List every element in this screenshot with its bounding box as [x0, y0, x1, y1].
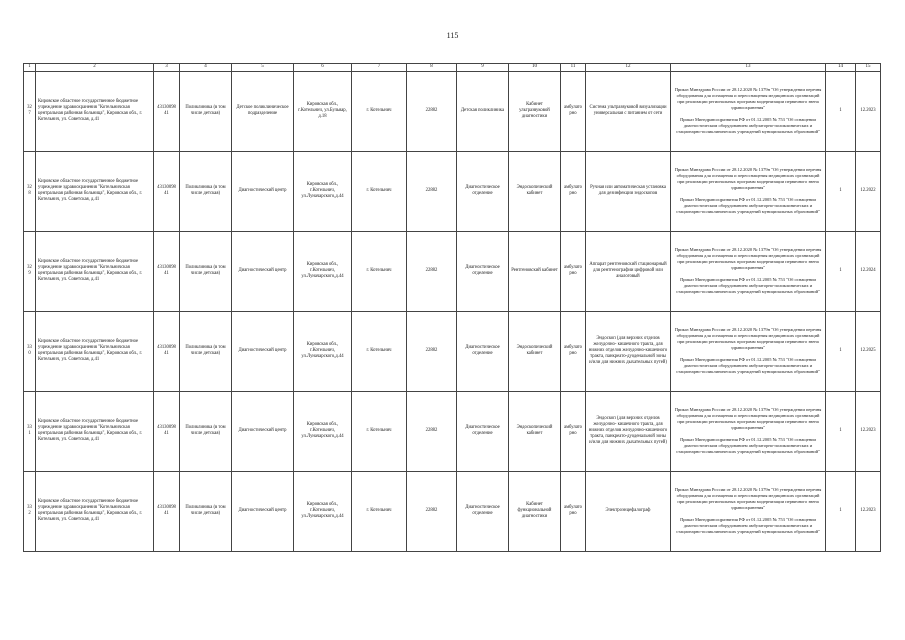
- conditions-cell: амбулаторно: [561, 151, 586, 231]
- column-number-8: 8: [407, 64, 457, 72]
- subdivision-cell: Диагностический центр: [232, 391, 294, 471]
- column-number-14: 14: [826, 64, 856, 72]
- row-number: 328: [24, 151, 36, 231]
- table-row: [24, 311, 881, 391]
- organization-cell: Кировское областное государственное бюджетное учреждение здравоохранения "Котельничская центральная районная больница", Кировская обл., г. Котельнич, ул. Советская, д.41: [36, 391, 154, 471]
- organization-cell: Кировское областное государственное бюджетное учреждение здравоохранения "Котельничская центральная районная больница", Кировская обл., г. Котельнич, ул. Советская, д.41: [36, 311, 154, 391]
- subdivision-type-cell: Поликлиника (в том числе детская): [180, 151, 232, 231]
- column-number-11: 11: [561, 64, 586, 72]
- subdivision-type-cell: Поликлиника (в том числе детская): [180, 231, 232, 311]
- address-cell: Кировская обл., г.Котельнич, ул.Луначарского,д.44: [294, 311, 352, 391]
- organization-cell: Кировское областное государственное бюджетное учреждение здравоохранения "Котельничская центральная районная больница", Кировская обл., г. Котельнич, ул. Советская, д.41: [36, 71, 154, 151]
- code-cell: 22882: [407, 391, 457, 471]
- code-cell: 22882: [407, 71, 457, 151]
- column-number-12: 12: [586, 64, 671, 72]
- quantity-cell: 1: [826, 71, 856, 151]
- inn-cell: 4313009841: [154, 311, 180, 391]
- header-row: [24, 64, 881, 72]
- address-cell: Кировская обл., г.Котельнич, ул.Луначарского,д.44: [294, 391, 352, 471]
- column-number-6: 6: [294, 64, 352, 72]
- conditions-cell: амбулаторно: [561, 471, 586, 551]
- date-cell: 12.2023: [856, 71, 881, 151]
- equipment-cell: Эндоскоп (для верхних отделов желудочно- кишечного тракта, для нижних отделов желудочно-кишечного тракта, панкреато-дуоденальной зоны и/или для нижних дыхательных путей): [586, 311, 671, 391]
- column-number-1: 1: [24, 64, 36, 72]
- subdivision-type-cell: Поликлиника (в том числе детская): [180, 471, 232, 551]
- quantity-cell: 1: [826, 311, 856, 391]
- row-number: 331: [24, 391, 36, 471]
- column-number-9: 9: [457, 64, 509, 72]
- column-number-10: 10: [509, 64, 561, 72]
- table-row: [24, 471, 881, 551]
- order-cell: Приказ Минздрава России от 28.12.2020 № 1379н "Об утверждении перечня оборудования для оснащения и переоснащения медицинских организаций при реализации региональных программ модернизации первичного звена здравоохранения" Приказ Минздравсоцразвития РФ от 01.12.2005 № 753 "Об оснащении диагностическим оборудованием амбулаторно-поликлинических и стационарно-поликлинических учреждений муниципальных образований": [671, 471, 826, 551]
- subdivision-cell: Диагностический центр: [232, 231, 294, 311]
- code-cell: 22882: [407, 471, 457, 551]
- page-number: 115: [446, 31, 459, 40]
- room-cell: Кабинет ультразвуковой диагностики: [509, 71, 561, 151]
- department-cell: Диагностическое отделение: [457, 311, 509, 391]
- row-number: 330: [24, 311, 36, 391]
- quantity-cell: 1: [826, 471, 856, 551]
- quantity-cell: 1: [826, 151, 856, 231]
- department-cell: Диагностическое отделение: [457, 151, 509, 231]
- equipment-cell: Аппарат рентгеновский стационарный для рентгенографии цифровой или аналоговый: [586, 231, 671, 311]
- subdivision-cell: Диагностический центр: [232, 151, 294, 231]
- column-number-13: 13: [671, 64, 826, 72]
- city-cell: г. Котельнич: [352, 471, 407, 551]
- column-number-4: 4: [180, 64, 232, 72]
- conditions-cell: амбулаторно: [561, 71, 586, 151]
- table-row: [24, 71, 881, 151]
- code-cell: 22882: [407, 231, 457, 311]
- room-cell: Эндоскопический кабинет: [509, 311, 561, 391]
- equipment-table: [23, 63, 881, 552]
- equipment-cell: Система ультразвуковой визуализации универсальная с питанием от сети: [586, 71, 671, 151]
- inn-cell: 4313009841: [154, 391, 180, 471]
- room-cell: Эндоскопический кабинет: [509, 151, 561, 231]
- code-cell: 22882: [407, 151, 457, 231]
- equipment-cell: Электроэнцефалограф: [586, 471, 671, 551]
- address-cell: Кировская обл., г.Котельнич, ул.Луначарского,д.44: [294, 151, 352, 231]
- room-cell: Эндоскопический кабинет: [509, 391, 561, 471]
- city-cell: г. Котельнич: [352, 391, 407, 471]
- address-cell: Кировская обл., г.Котельнич, ул.Бульвар, д.18: [294, 71, 352, 151]
- table-row: [24, 231, 881, 311]
- inn-cell: 4313009841: [154, 71, 180, 151]
- date-cell: 12.2023: [856, 391, 881, 471]
- row-number: 329: [24, 231, 36, 311]
- inn-cell: 4313009841: [154, 231, 180, 311]
- table-body: [24, 71, 881, 551]
- inn-cell: 4313009841: [154, 151, 180, 231]
- room-cell: Рентгеновский кабинет: [509, 231, 561, 311]
- column-number-7: 7: [352, 64, 407, 72]
- address-cell: Кировская обл., г.Котельнич, ул.Луначарского,д.44: [294, 231, 352, 311]
- order-cell: Приказ Минздрава России от 28.12.2020 № 1379н "Об утверждении перечня оборудования для оснащения и переоснащения медицинских организаций при реализации региональных программ модернизации первичного звена здравоохранения" Приказ Минздравсоцразвития РФ от 01.12.2005 № 753 "Об оснащении диагностическим оборудованием амбулаторно-поликлинических и стационарно-поликлинических учреждений муниципальных образований": [671, 151, 826, 231]
- subdivision-cell: Диагностический центр: [232, 471, 294, 551]
- city-cell: г. Котельнич: [352, 71, 407, 151]
- order-cell: Приказ Минздрава России от 28.12.2020 № 1379н "Об утверждении перечня оборудования для оснащения и переоснащения медицинских организаций при реализации региональных программ модернизации первичного звена здравоохранения" Приказ Минздравсоцразвития РФ от 01.12.2005 № 753 "Об оснащении диагностическим оборудованием амбулаторно-поликлинических и стационарно-поликлинических учреждений муниципальных образований": [671, 311, 826, 391]
- table-row: [24, 151, 881, 231]
- quantity-cell: 1: [826, 231, 856, 311]
- subdivision-type-cell: Поликлиника (в том числе детская): [180, 71, 232, 151]
- subdivision-type-cell: Поликлиника (в том числе детская): [180, 311, 232, 391]
- date-cell: 12.2023: [856, 471, 881, 551]
- column-number-3: 3: [154, 64, 180, 72]
- organization-cell: Кировское областное государственное бюджетное учреждение здравоохранения "Котельничская центральная районная больница", Кировская обл., г. Котельнич, ул. Советская, д.41: [36, 151, 154, 231]
- column-number-15: 15: [856, 64, 881, 72]
- column-number-2: 2: [36, 64, 154, 72]
- order-cell: Приказ Минздрава России от 28.12.2020 № 1379н "Об утверждении перечня оборудования для оснащения и переоснащения медицинских организаций при реализации региональных программ модернизации первичного звена здравоохранения" Приказ Минздравсоцразвития РФ от 01.12.2005 № 753 "Об оснащении диагностическим оборудованием амбулаторно-поликлинических и стационарно-поликлинических учреждений муниципальных образований": [671, 71, 826, 151]
- date-cell: 12.2025: [856, 311, 881, 391]
- subdivision-cell: Детское поликлиническое подразделение: [232, 71, 294, 151]
- department-cell: Детская поликлиника: [457, 71, 509, 151]
- subdivision-type-cell: Поликлиника (в том числе детская): [180, 391, 232, 471]
- city-cell: г. Котельнич: [352, 231, 407, 311]
- inn-cell: 4313009841: [154, 471, 180, 551]
- organization-cell: Кировское областное государственное бюджетное учреждение здравоохранения "Котельничская центральная районная больница", Кировская обл., г. Котельнич, ул. Советская, д.41: [36, 471, 154, 551]
- equipment-cell: Эндоскоп (для верхних отделов желудочно- кишечного тракта, для нижних отделов желудочно-кишечного тракта, панкреато-дуоденальной зоны и/или для нижних дыхательных путей): [586, 391, 671, 471]
- city-cell: г. Котельнич: [352, 151, 407, 231]
- department-cell: Диагностическое отделение: [457, 471, 509, 551]
- subdivision-cell: Диагностический центр: [232, 311, 294, 391]
- equipment-cell: Ручная или автоматическая установка для дезинфекции эндоскопов: [586, 151, 671, 231]
- city-cell: г. Котельнич: [352, 311, 407, 391]
- quantity-cell: 1: [826, 391, 856, 471]
- row-number: 327: [24, 71, 36, 151]
- row-number: 332: [24, 471, 36, 551]
- department-cell: Диагностическое отделение: [457, 391, 509, 471]
- room-cell: Кабинет функциональной диагностики: [509, 471, 561, 551]
- conditions-cell: амбулаторно: [561, 311, 586, 391]
- date-cell: 12.2024: [856, 231, 881, 311]
- column-number-5: 5: [232, 64, 294, 72]
- conditions-cell: амбулаторно: [561, 231, 586, 311]
- department-cell: Диагностическое отделение: [457, 231, 509, 311]
- order-cell: Приказ Минздрава России от 28.12.2020 № 1379н "Об утверждении перечня оборудования для оснащения и переоснащения медицинских организаций при реализации региональных программ модернизации первичного звена здравоохранения" Приказ Минздравсоцразвития РФ от 01.12.2005 № 753 "Об оснащении диагностическим оборудованием амбулаторно-поликлинических и стационарно-поликлинических учреждений муниципальных образований": [671, 391, 826, 471]
- order-cell: Приказ Минздрава России от 28.12.2020 № 1379н "Об утверждении перечня оборудования для оснащения и переоснащения медицинских организаций при реализации региональных программ модернизации первичного звена здравоохранения" Приказ Минздравсоцразвития РФ от 01.12.2005 № 753 "Об оснащении диагностическим оборудованием амбулаторно-поликлинических и стационарно-поликлинических учреждений муниципальных образований": [671, 231, 826, 311]
- code-cell: 22882: [407, 311, 457, 391]
- table-row: [24, 391, 881, 471]
- address-cell: Кировская обл., г.Котельнич, ул.Луначарского,д.44: [294, 471, 352, 551]
- organization-cell: Кировское областное государственное бюджетное учреждение здравоохранения "Котельничская центральная районная больница", Кировская обл., г. Котельнич, ул. Советская, д.41: [36, 231, 154, 311]
- date-cell: 12.2022: [856, 151, 881, 231]
- conditions-cell: амбулаторно: [561, 391, 586, 471]
